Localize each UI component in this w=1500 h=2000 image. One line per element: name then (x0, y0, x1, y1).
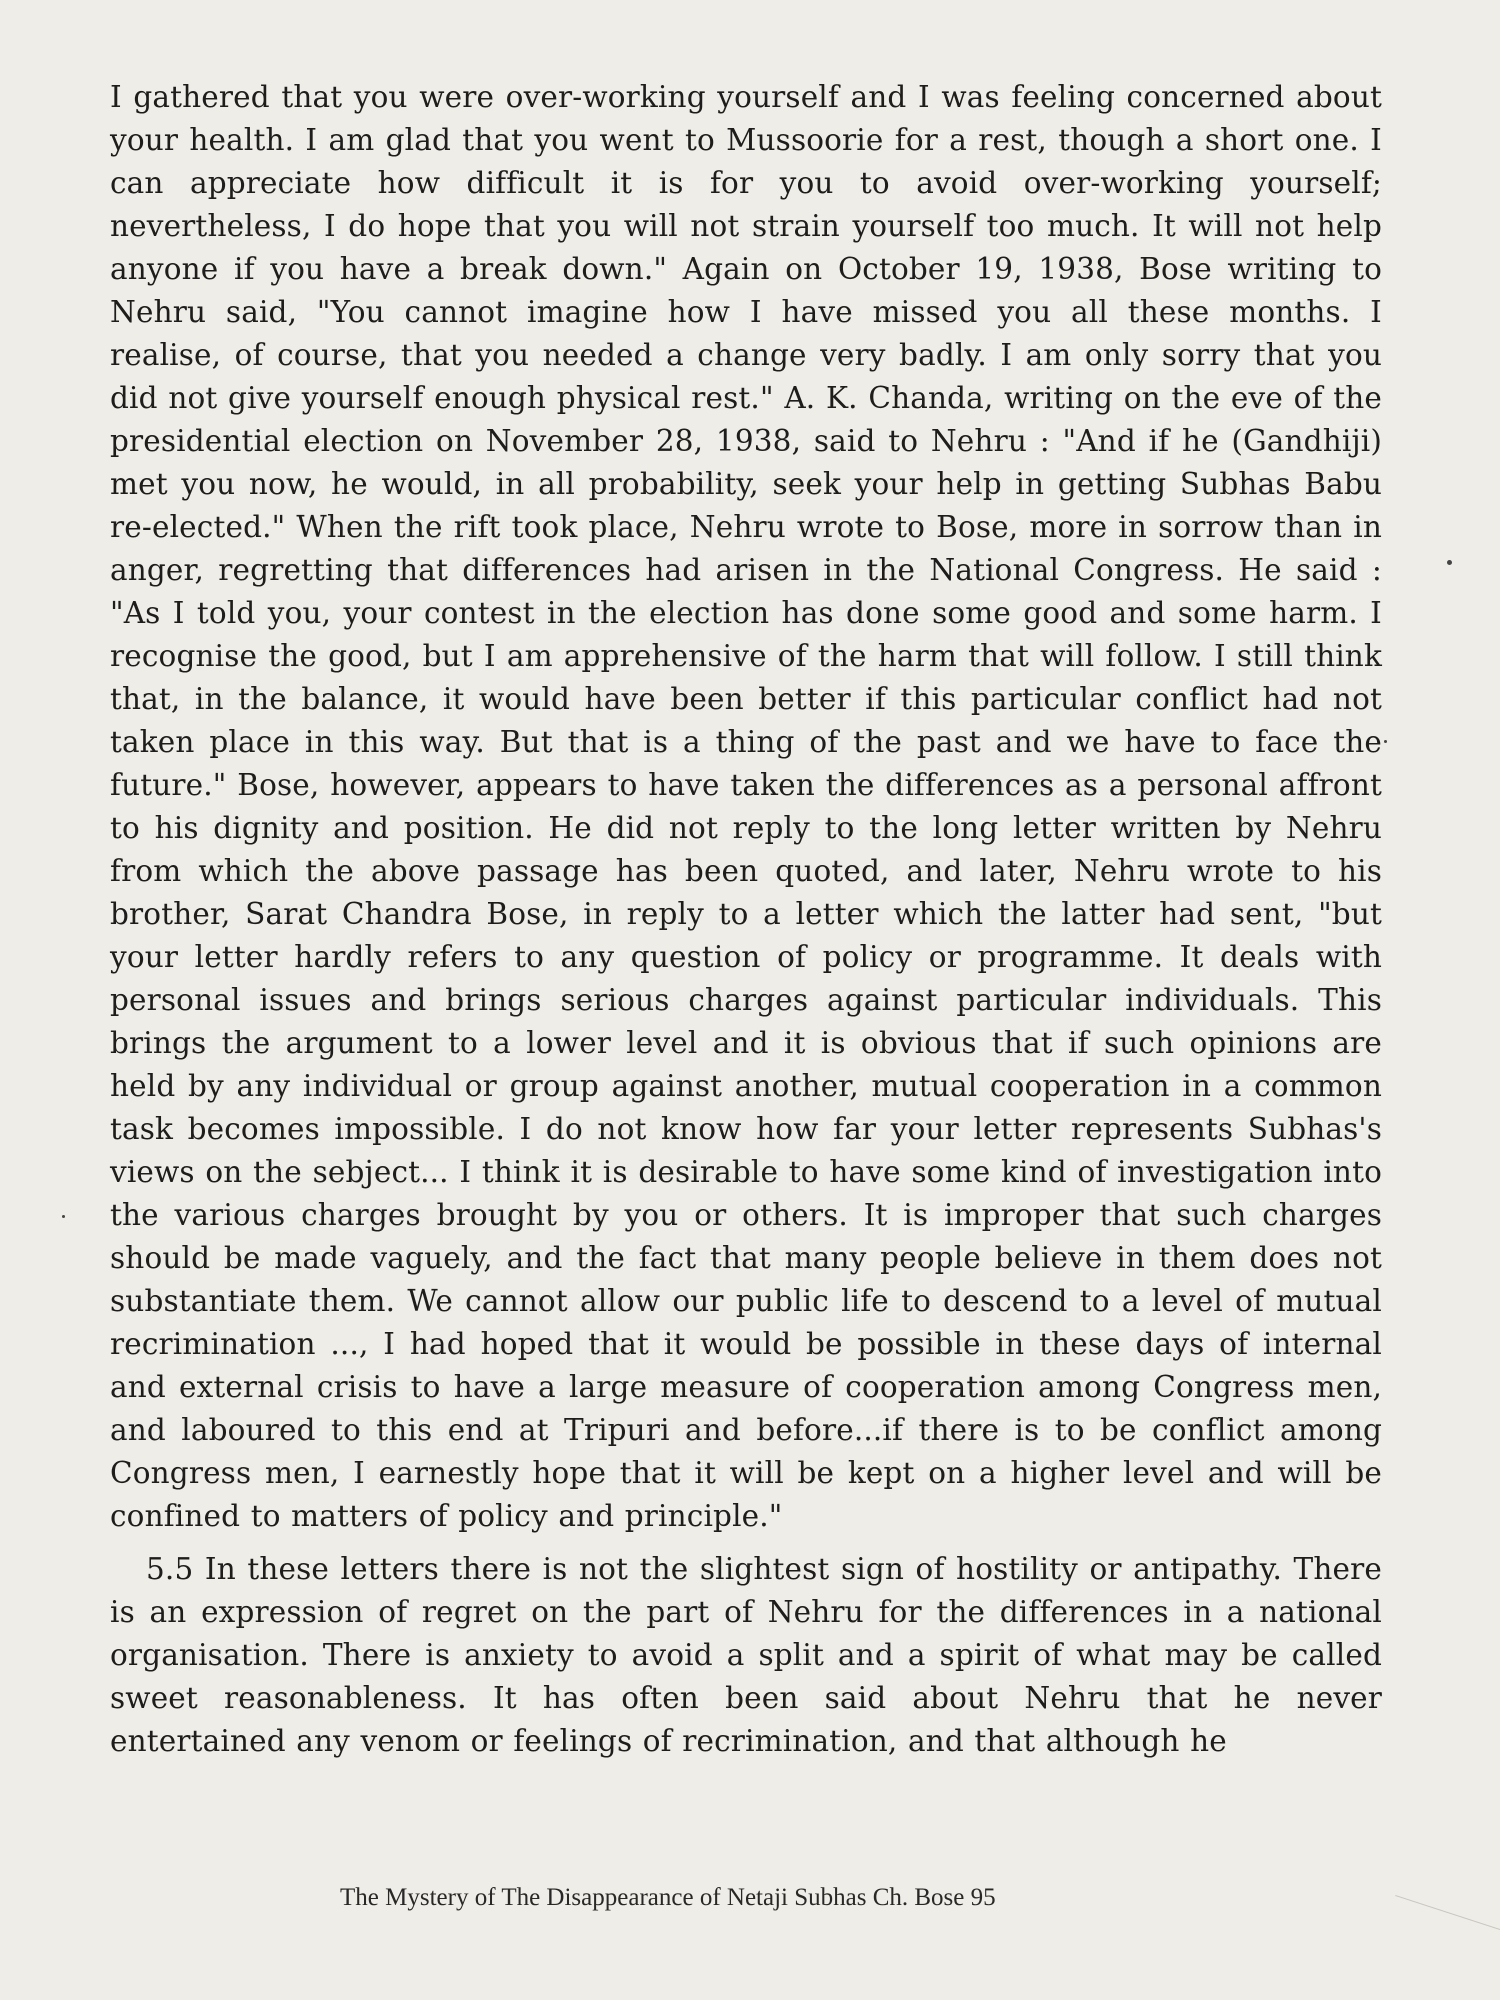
body-text (110, 76, 1382, 1763)
scan-edge-mark (1395, 1895, 1500, 1930)
paragraph-letters: I gathered that you were over-working yourself and I was feeling concerned about your health. I am glad that you went to Mussoorie for a rest, though a short one. I can appreciate how difficult it is for you to avoid over-working yourself; nevertheless, I do hope that you will not strain yourself too much. It will not help anyone if you have a break down." Again on October 19, 1938, Bose writing to Nehru said, "You cannot imagine how I have missed you all these months. I realise, of course, that you needed a change very badly. I am only sorry that you did not give yourself enough physical rest." A. K. Chanda, writing on the eve of the presidential election on November 28, 1938, said to Nehru : "And if he (Gandhiji) met you now, he would, in all probability, seek your help in getting Subhas Babu re-elected." When the rift took place, Nehru wrote to Bose, more in sorrow than in anger, regretting that differences had arisen in the National Congress. He said : "As I told you, your contest in the election has done some good and some harm. I recognise the good, but I am apprehensive of the harm that will follow. I still think that, in the balance, it would have been better if this particular conflict had not taken place in this way. But that is a thing of the past and we have to face the future." Bose, however, appears to have taken the differences as a personal affront to his dignity and position. He did not reply to the long letter written by Nehru from which the above passage has been quoted, and later, Nehru wrote to his brother, Sarat Chandra Bose, in reply to a letter which the latter had sent, "but your letter hardly refers to any question of policy or programme. It deals with personal issues and brings serious charges against particular individuals. This brings the argument to a lower level and it is obvious that if such opinions are held by any individual or group against another, mutual cooperation in a common task becomes impossible. I do not know how far your letter represents Subhas's views on the sebject... I think it is desirable to have some kind of investigation into the various charges brought by you or others. It is improper that such charges should be made vaguely, and the fact that many people believe in them does not substantiate them. We cannot allow our public life to descend to a level of mutual recrimination ..., I had hoped that it would be possible in these days of internal and external crisis to have a large measure of cooperation among Congress men, and laboured to this end at Tripuri and before...if there is to be conflict among Congress men, I earnestly hope that it will be kept on a higher level and will be confined to matters of policy and principle." (110, 80, 1382, 1533)
paragraph-5-5: 5.5 In these letters there is not the slightest sign of hostility or antipathy. There is an expression of regret on the part of Nehru for the differences in a national organisation. There is anxiety to avoid a split and a spirit of what may be called sweet reasonableness. It has often been said about Nehru that he never entertained any venom or feelings of recrimination, and that although he (110, 1552, 1382, 1758)
scan-speck (1384, 740, 1387, 743)
page-footer: The Mystery of The Disappearance of Netaji Subhas Ch. Bose 95 (340, 1884, 996, 1911)
scan-speck (1447, 560, 1452, 565)
scan-speck (62, 1215, 65, 1218)
